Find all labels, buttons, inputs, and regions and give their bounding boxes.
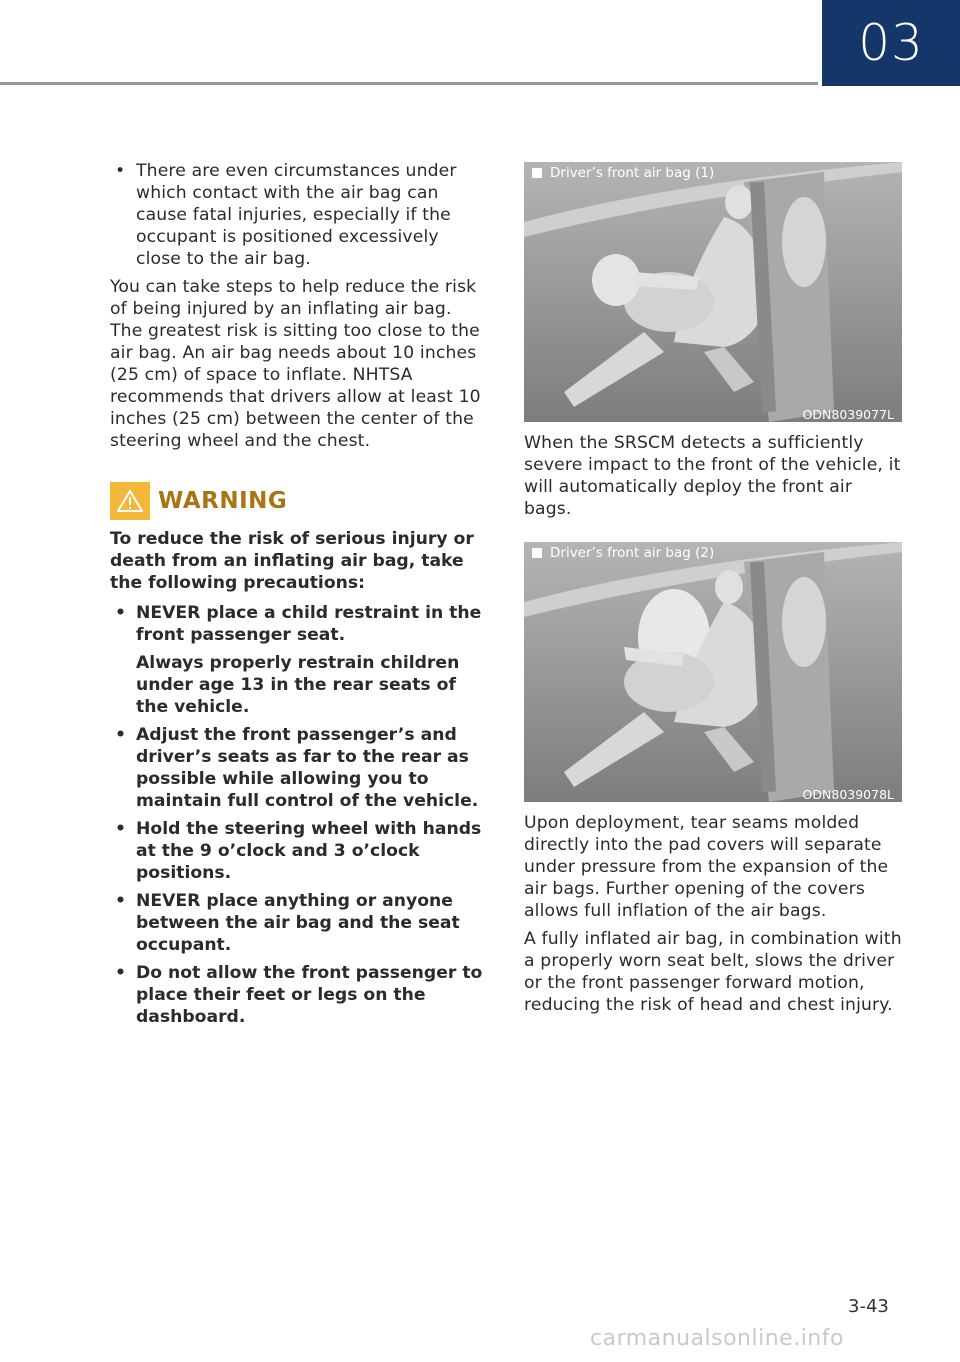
warning-header — [110, 482, 488, 520]
caption-square-icon — [532, 548, 542, 558]
figure-code: ODN8039077L — [802, 407, 894, 422]
warning-intro: To reduce the risk of serious injury or death from an inflating air bag, take the following precautions: — [110, 529, 474, 593]
warning-subitem: Always properly restrain children under age 13 in the rear seats of the vehicle. — [136, 653, 460, 717]
airbag-illustration-2 — [524, 542, 902, 802]
body-paragraph: You can take steps to help reduce the risk of being injured by an inflating air bag. The greatest risk is sitting too close to the air bag. An air bag needs about 10 inches (25 cm) of space to inflate. NHTSA recommends that drivers allow at least 10 inches (25 cm) between the center of the steering wheel and the chest. — [110, 277, 481, 451]
chapter-tab: 03 — [822, 0, 960, 86]
warning-item: • Do not allow the front passenger to place their feet or legs on the dashboard. — [110, 962, 488, 1028]
figure-caption-text: Driver’s front air bag (2) — [550, 545, 715, 561]
figure-caption — [532, 545, 714, 561]
left-column — [110, 160, 488, 1034]
warning-item: • NEVER place a child restraint in the front passenger seat. — [110, 602, 488, 646]
page-number: 3-43 — [848, 1296, 889, 1317]
warning-triangle-icon — [110, 482, 150, 520]
figure-airbag-2 — [524, 542, 902, 802]
warning-item: • NEVER place anything or anyone between the air bag and the seat occupant. — [110, 890, 488, 956]
bullet-item: • There are even circumstances under which contact with the air bag can cause fatal injuries, especially if the occupant is positioned excessively close to the air bag. — [110, 160, 488, 270]
figure-airbag-1 — [524, 162, 902, 422]
warning-title: WARNING — [158, 488, 288, 514]
warning-item: • Hold the steering wheel with hands at the 9 o’clock and 3 o’clock positions. — [110, 818, 488, 884]
figure-code: ODN8039078L — [802, 787, 894, 802]
body-paragraph: A fully inflated air bag, in combination with a properly worn seat belt, slows the driver or the front passenger forward motion, reducing the risk of head and chest injury. — [524, 929, 902, 1015]
watermark: carmanualsonline.info — [590, 1326, 844, 1351]
airbag-illustration-1 — [524, 162, 902, 422]
caption-square-icon — [532, 168, 542, 178]
header-rule — [0, 82, 818, 85]
body-paragraph: When the SRSCM detects a sufficiently severe impact to the front of the vehicle, it will automatically deploy the front air bags. — [524, 433, 901, 519]
right-column — [524, 162, 902, 1022]
figure-caption — [532, 165, 714, 181]
body-paragraph: Upon deployment, tear seams molded directly into the pad covers will separate under pressure from the expansion of the air bags. Further opening of the covers allows full inflation of the air bags. — [524, 813, 889, 921]
warning-item: • Adjust the front passenger’s and driver’s seats as far to the rear as possible while allowing you to maintain full control of the vehicle. — [110, 724, 488, 812]
figure-caption-text: Driver’s front air bag (1) — [550, 165, 715, 181]
